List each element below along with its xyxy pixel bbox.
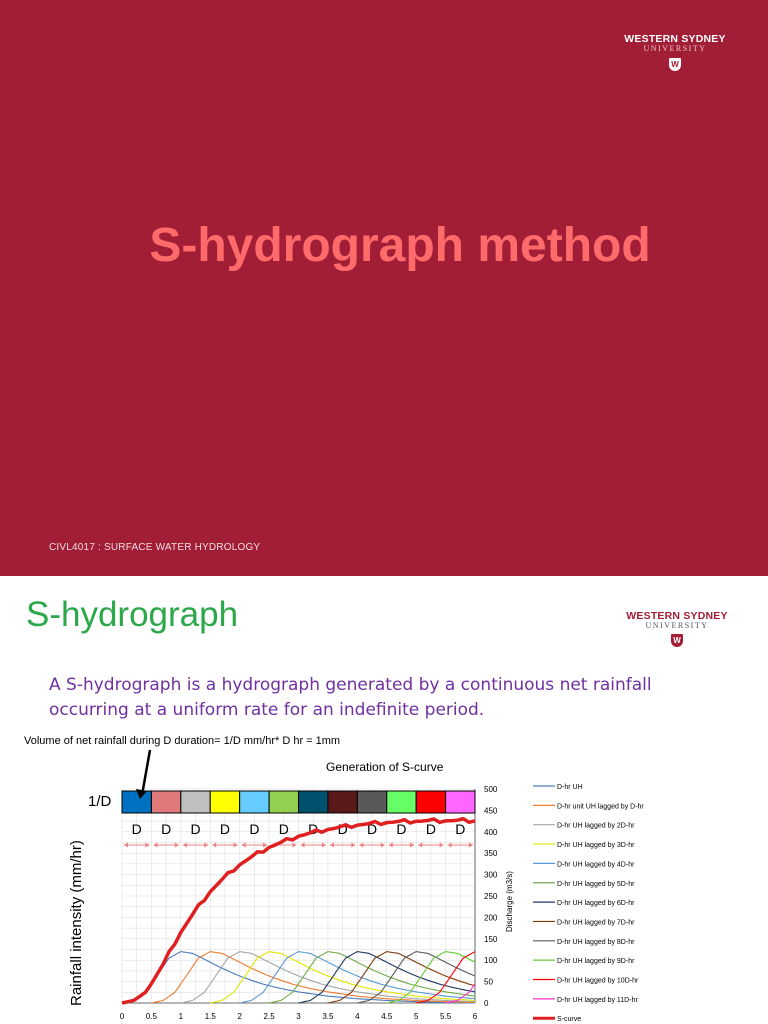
course-footer: CIVL4017 : SURFACE WATER HYDROLOGY [49, 542, 261, 553]
legend-label-7: D-hr UH lagged by 7D-hr [557, 919, 635, 927]
x-tick-label: 4.5 [381, 1012, 393, 1021]
legend-label-2: D-hr UH lagged by 2D-hr [557, 822, 635, 830]
legend-label-6: D-hr UH lagged by 6D-hr [557, 900, 635, 908]
duration-label-8: D [337, 821, 348, 837]
legend-label-1: D-hr unit UH lagged by D-hr [557, 803, 644, 811]
rainfall-block-12 [446, 791, 475, 813]
rainfall-block-3 [181, 791, 210, 813]
rainfall-block-9 [357, 791, 386, 813]
x-tick-label: 5.5 [440, 1012, 452, 1021]
y-tick-label: 150 [484, 934, 498, 944]
rainfall-block-5 [240, 791, 269, 813]
rainfall-block-6 [269, 791, 298, 813]
y-tick-label: 100 [484, 956, 498, 966]
legend-label-10: D-hr UH lagged by 10D-hr [557, 977, 639, 985]
legend-label-3: D-hr UH lagged by 3D-hr [557, 842, 635, 850]
legend-label-0: D-hr UH [557, 784, 583, 791]
content-title: S-hydrograph [26, 595, 239, 634]
logo-subtitle-2: UNIVERSITY [645, 621, 709, 630]
chart-title: Generation of S-curve [326, 760, 444, 774]
duration-label-6: D [278, 821, 289, 837]
legend-label-5: D-hr UH lagged by 5D-hr [557, 880, 635, 888]
x-tick-label: 3 [296, 1012, 301, 1021]
logo-name: WESTERN SYDNEY [624, 33, 726, 45]
x-tick-label: 5 [413, 1012, 419, 1021]
duration-label-12: D [455, 821, 466, 837]
duration-label-2: D [161, 821, 172, 837]
x-tick-label: 1.5 [204, 1012, 216, 1021]
y-tick-label: 200 [484, 913, 498, 923]
x-tick-label: 3.5 [322, 1012, 334, 1021]
duration-label-11: D [425, 821, 436, 837]
logo-name-2: WESTERN SYDNEY [626, 610, 728, 622]
rainfall-block-4 [210, 791, 239, 813]
rainfall-block-11 [416, 791, 445, 813]
volume-note: Volume of net rainfall during D duration= 1/D mm/hr* D hr = 1mm [24, 735, 341, 747]
y-tick-label: 400 [484, 827, 498, 837]
x-tick-label: 0.5 [145, 1012, 157, 1021]
definition-paragraph: A S-hydrograph is a hydrograph generated by a continuous net rainfall occurring at a uniform rate for an indefinite period. [49, 675, 652, 720]
logo-subtitle: UNIVERSITY [643, 44, 707, 53]
legend-label-4: D-hr UH lagged by 4D-hr [557, 861, 635, 869]
x-tick-label: 4 [355, 1012, 360, 1021]
university-logo [620, 33, 730, 71]
legend-label-11: D-hr UH lagged by 11D-hr [557, 996, 638, 1004]
pointer-arrow [142, 750, 150, 795]
crest-icon: W [669, 58, 681, 71]
y-tick-label: 0 [484, 999, 489, 1008]
x-tick-label: 1 [178, 1012, 184, 1021]
y-tick-label: 450 [484, 806, 498, 816]
y-tick-label: 250 [484, 892, 498, 901]
y-tick-label: 50 [484, 977, 493, 987]
duration-label-5: D [249, 821, 260, 837]
university-logo-2 [622, 610, 732, 647]
rainfall-block-8 [328, 791, 357, 813]
x-tick-label: 2 [237, 1012, 242, 1021]
slide-title: S-hydrograph method [149, 219, 651, 272]
y-tick-label: 500 [484, 785, 498, 794]
rainfall-axis-label: Rainfall intensity (mm/hr) [68, 840, 85, 1006]
rainfall-block-2 [151, 791, 180, 813]
discharge-axis-label: Discharge (m3/s) [505, 871, 514, 932]
rainfall-block-10 [387, 791, 416, 813]
crest-icon-2: W [671, 634, 683, 647]
legend-label-12: S-curve [557, 1016, 582, 1024]
rainfall-blocks [122, 791, 475, 813]
rain-intensity-label: 1/D [88, 793, 112, 810]
rainfall-block-1 [122, 791, 151, 813]
s-curve-figure [0, 726, 768, 1024]
duration-label-4: D [219, 821, 231, 837]
x-tick-label: 0 [119, 1012, 125, 1021]
duration-label-3: D [190, 821, 201, 837]
x-tick-label: 6 [472, 1012, 478, 1021]
duration-label-9: D [366, 821, 378, 837]
duration-label-7: D [308, 821, 319, 837]
duration-label-10: D [396, 821, 407, 837]
x-tick-label: 2.5 [263, 1012, 275, 1021]
legend-label-8: D-hr UH lagged by 8D-hr [557, 938, 635, 946]
legend-label-9: D-hr UH lagged by 9D-hr [557, 958, 635, 966]
y-tick-label: 350 [484, 849, 498, 859]
legend [533, 784, 644, 1023]
rainfall-block-7 [299, 791, 328, 813]
duration-label-1: D [131, 821, 142, 837]
y-tick-label: 300 [484, 870, 498, 880]
